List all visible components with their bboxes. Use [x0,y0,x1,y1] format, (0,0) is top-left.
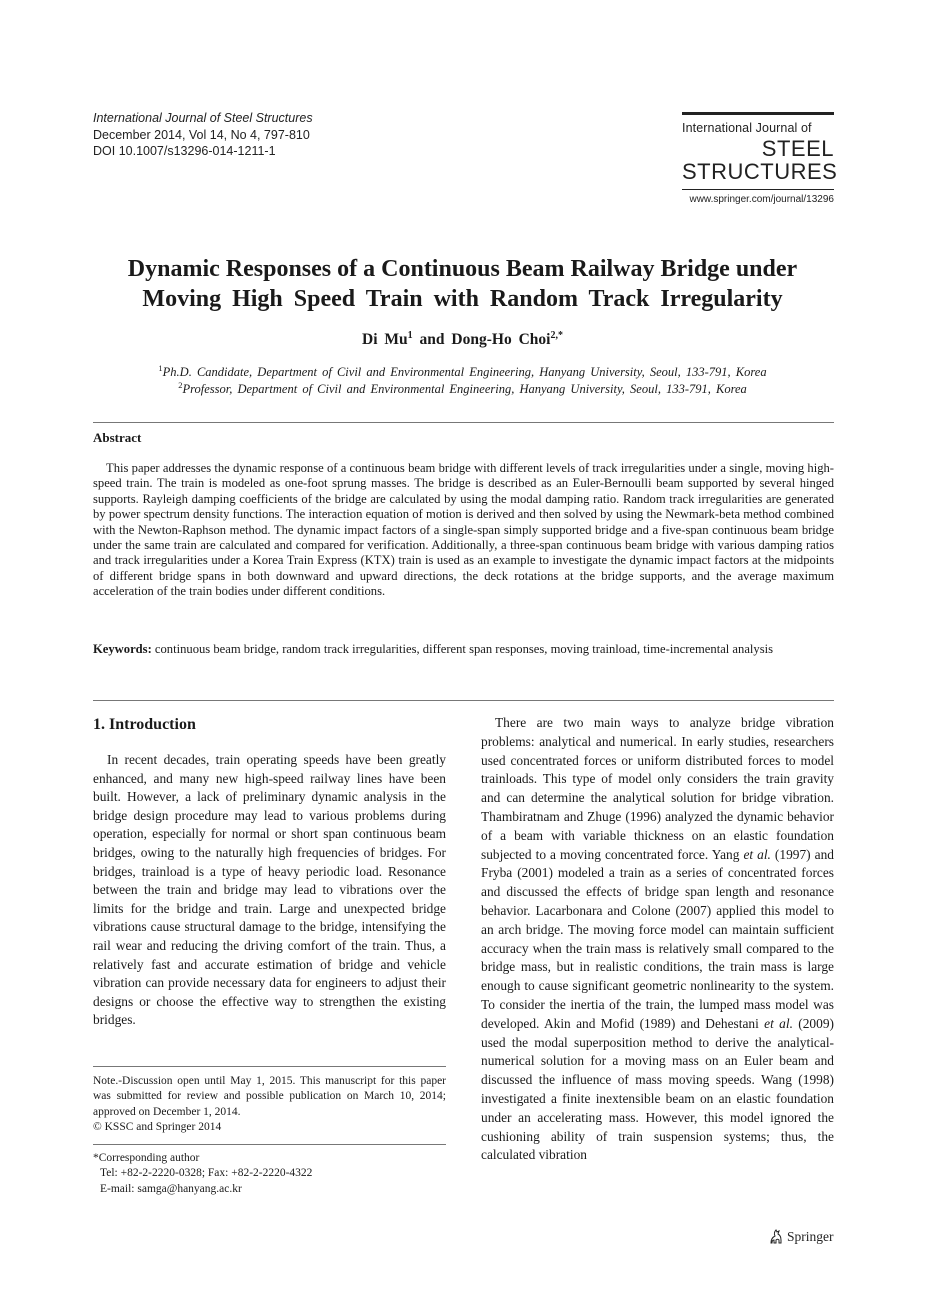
corresponding-label: *Corresponding author [93,1152,200,1164]
affiliation-2-sup: 2 [178,380,183,390]
affiliation-2 [0,377,925,398]
journal-logo [682,112,838,205]
footnote-copyright: © KSSC and Springer 2014 [93,1120,222,1133]
author-and: and [419,331,445,349]
footnote-note-text: Note.-Discussion open until May 1, 2015. This manuscript for this paper was submitted for review and possible publication on March 10, 2014; approved on December 1, 2014. [93,1075,446,1118]
logo-line3: STRUCTURES [682,159,838,184]
logo-line2: STEEL [761,136,834,161]
journal-meta [93,110,313,160]
author-1: Di Mu [362,331,408,349]
divider-top [93,422,834,423]
journal-url: www.springer.com/journal/13296 [689,194,834,205]
journal-doi: DOI 10.1007/s13296-014-1211-1 [93,144,276,158]
title-line2: Moving High Speed Train with Random Track Irregularity [142,286,783,312]
logo-top-bar [682,112,834,115]
keywords-text: continuous beam bridge, random track irregularities, different span responses, moving trainload, time-incremental analysis [154,642,773,656]
abstract-heading: Abstract [93,430,142,445]
publisher-name: Springer [787,1228,834,1244]
author-1-sup: 1 [407,330,413,341]
section-heading-introduction: 1. Introduction [93,716,196,733]
affiliation-1-text: Ph.D. Candidate, Department of Civil and Environmental Engineering, Hanyang University, Seoul, 133-791, Korea [162,365,767,380]
author-2-sup: 2,* [550,330,563,341]
title-line1: Dynamic Responses of a Continuous Beam Railway Bridge under [127,256,798,282]
logo-bottom-bar [682,189,834,190]
intro-right-etal-2: et al. [764,1015,793,1031]
intro-right-part1: There are two main ways to analyze bridge vibration problems: analytical and numerical. In early studies, researchers used concentrated forces or uniform distributed forces to model trainloads. This type of model only considers the train gravity and can determine the analytical solution for bridge vibration. Thambiratnam and Zhuge (1996) analyzed the dynamic behavior of a beam with variable thickness on an elastic foundation subjected to a moving concentrated force. Yang [481,715,834,862]
divider-footnote [93,1066,446,1067]
corresponding-tel: Tel: +82-2-2220-0328; Fax: +82-2-2220-4322 [100,1167,313,1180]
divider-keywords [93,700,834,701]
logo-line1: International Journal of [682,121,812,135]
intro-right-etal-1: et al. [743,846,771,862]
keywords [93,642,834,657]
divider-corresponding [93,1144,446,1145]
springer-horse-icon [768,1228,784,1245]
paper-title [60,254,865,314]
journal-name: International Journal of Steel Structures [93,111,313,125]
keywords-label: Keywords: [93,642,152,656]
corresponding-author [93,1151,446,1197]
authors [0,330,925,349]
footnote-note [93,1074,446,1135]
corresponding-email: E-mail: samga@hanyang.ac.kr [100,1182,242,1195]
author-2: Dong-Ho Choi [451,331,551,349]
affiliation-1-sup: 1 [158,363,163,373]
affiliation-2-text: Professor, Department of Civil and Environmental Engineering, Hanyang University, Seoul, 133-791, Korea [182,382,747,397]
intro-left-paragraph: In recent decades, train operating speeds have been greatly enhanced, and many new high-speed railway lines have been built. However, a lack of preliminary dynamic analysis in the bridge design procedure may lead to various problems during operation, especially for normal or short span continuous beam bridges, owing to the naturally high frequencies of bridges. For bridges, trainload is a type of heavy periodic load. Resonance between the train and bridge may lead to vibrations over the limits for the bridge and train. Large and unexpected bridge vibrations cause structural damage to the bridge, intensifying the rail wear and reducing the driving comfort of the train. Thus, a relatively fast and accurate estimation of bridge and vehicle vibration can provide necessary data for engineers to adjust their designs or choose the effective way to strengthen the existing bridges. [93,752,446,1028]
intro-right-part2: (1997) and Fryba (2001) modeled a train as a series of concentrated forces and discussed the effects of bridge span length and resonance behavior. Lacarbonara and Colone (2007) applied this model to an arch bridge. The moving force model can maintain sufficient accuracy when the train mass is relatively small compared to the bridge mass, but in realistic conditions, the train mass is large enough to cause significant geometric nonlinearity to the system. To consider the inertia of the train, the lumped mass model was developed. Akin and Mofid (1989) and Dehestani [481,846,834,1031]
intro-right-part3: (2009) used the modal superposition method to derive the analytical-numerical solution for a moving mass on an Euler beam and discussed the influence of mass moving speeds. Wang (1998) investigated a finite inextensible beam on an elastic foundation under an accelerating mass. However, this model ignored the cushioning ability of train suspension systems; thus, the calculated vibration [481,1015,834,1163]
intro-right-paragraph [481,714,834,1165]
journal-issue: December 2014, Vol 14, No 4, 797-810 [93,127,310,142]
publisher-logo [768,1228,834,1245]
abstract-text: This paper addresses the dynamic response of a continuous beam bridge with different levels of track irregularities under a single, moving high-speed train. The train is modeled as one-foot sprung masses. The bridge is described as an Euler-Bernoulli beam supported by several hinged supports. Rayleigh damping coefficients of the bridge are calculated by using the modal damping ratio. Random track irregularities are generated by power spectrum density functions. The interaction equation of motion is derived and then solved by using the Newmark-beta method combined with the Newton-Raphson method. The dynamic impact factors of a single-span simply supported bridge and a five-span continuous beam bridge under the same train are calculated and compared for verification. Additionally, a three-span continuous beam bridge with various damping ratios and track irregularities under a Korea Train Express (KTX) train is used as an example to investigate the dynamic impact factors at the midpoints of different bridge spans in both downward and upward directions, the deck rotations at the bridge supports, and the average maximum acceleration of the train bodies under different conditions. [93,461,834,599]
